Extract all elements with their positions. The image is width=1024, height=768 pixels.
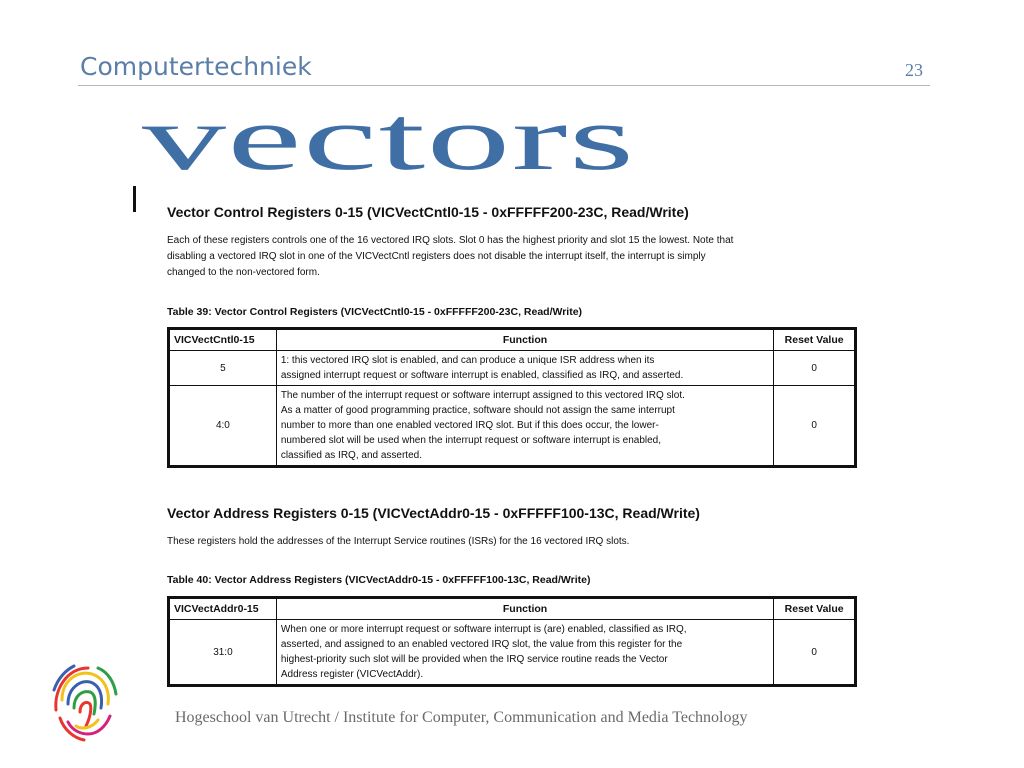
para-line: disabling a vectored IRQ slot in one of the VICVectCntl registers does not disable the interrupt itself, the interrupt is simply xyxy=(167,251,706,262)
function-line: The number of the interrupt request or software interrupt assigned to this vectored IRQ slot. xyxy=(280,390,685,401)
table39 xyxy=(167,327,857,468)
column-header: Function xyxy=(276,598,773,620)
reset-cell: 0 xyxy=(774,386,856,467)
function-line: highest-priority such slot will be provided when the IRQ service routine reads the Vector xyxy=(280,654,668,665)
bits-cell: 5 xyxy=(169,351,277,386)
table-row xyxy=(169,351,856,386)
column-header: Function xyxy=(276,329,773,351)
table40 xyxy=(167,596,857,687)
bits-cell: 4:0 xyxy=(169,386,277,467)
section1-paragraph xyxy=(167,233,857,281)
function-line: When one or more interrupt request or software interrupt is (are) enabled, classified as IRQ, xyxy=(280,624,687,635)
table-row xyxy=(169,620,856,686)
column-header: VICVectCntl0-15 xyxy=(169,329,277,351)
para-line: These registers hold the addresses of the Interrupt Service routines (ISRs) for the 16 vectored IRQ slots. xyxy=(167,536,630,547)
header-divider xyxy=(78,85,930,86)
function-line: 1: this vectored IRQ slot is enabled, and can produce a unique ISR address when its xyxy=(280,355,655,366)
function-line: number to more than one enabled vectored IRQ slot. But if this does occur, the lower- xyxy=(280,420,659,431)
section2-heading: Vector Address Registers 0-15 (VICVectAddr0-15 - 0xFFFFF100-13C, Read/Write) xyxy=(167,505,700,521)
table39-caption: Table 39: Vector Control Registers (VICVectCntl0-15 - 0xFFFFF200-23C, Read/Write) xyxy=(167,306,583,318)
function-line: assigned interrupt request or software interrupt is enabled, classified as IRQ, and asserted. xyxy=(280,370,684,381)
bits-cell: 31:0 xyxy=(169,620,277,686)
function-cell xyxy=(276,386,773,467)
reset-cell: 0 xyxy=(774,620,856,686)
para-line: Each of these registers controls one of the 16 vectored IRQ slots. Slot 0 has the highest priority and slot 15 the lowest. Note that xyxy=(167,235,734,246)
function-line: asserted, and assigned to an enabled vectored IRQ slot, the value from this register for the xyxy=(280,639,683,650)
function-line: numbered slot will be used when the interrupt request or software interrupt is enabled, xyxy=(280,435,662,446)
function-line: As a matter of good programming practice, software should not assign the same interrupt xyxy=(280,405,675,416)
fingerprint-logo-icon xyxy=(48,660,120,746)
slide-title: vectors xyxy=(142,86,636,190)
function-line: classified as IRQ, and asserted. xyxy=(280,450,422,461)
column-header: Reset Value xyxy=(774,329,856,351)
header-title: Computertechniek xyxy=(80,52,312,81)
section2-paragraph xyxy=(167,534,857,550)
footer-text: Hogeschool van Utrecht / Institute for Computer, Communication and Media Technology xyxy=(175,709,748,726)
table-header-row xyxy=(169,329,856,351)
para-line: changed to the non-vectored form. xyxy=(167,267,320,278)
function-line: Address register (VICVectAddr). xyxy=(280,669,424,680)
table-header-row xyxy=(169,598,856,620)
text-cursor xyxy=(133,186,136,212)
column-header: Reset Value xyxy=(774,598,856,620)
table-row xyxy=(169,386,856,467)
page-number: 23 xyxy=(905,60,923,80)
reset-cell: 0 xyxy=(774,351,856,386)
column-header: VICVectAddr0-15 xyxy=(169,598,277,620)
function-cell xyxy=(276,351,773,386)
function-cell xyxy=(276,620,773,686)
table40-caption: Table 40: Vector Address Registers (VICVectAddr0-15 - 0xFFFFF100-13C, Read/Write) xyxy=(167,574,591,586)
section1-heading: Vector Control Registers 0-15 (VICVectCntl0-15 - 0xFFFFF200-23C, Read/Write) xyxy=(167,204,689,220)
